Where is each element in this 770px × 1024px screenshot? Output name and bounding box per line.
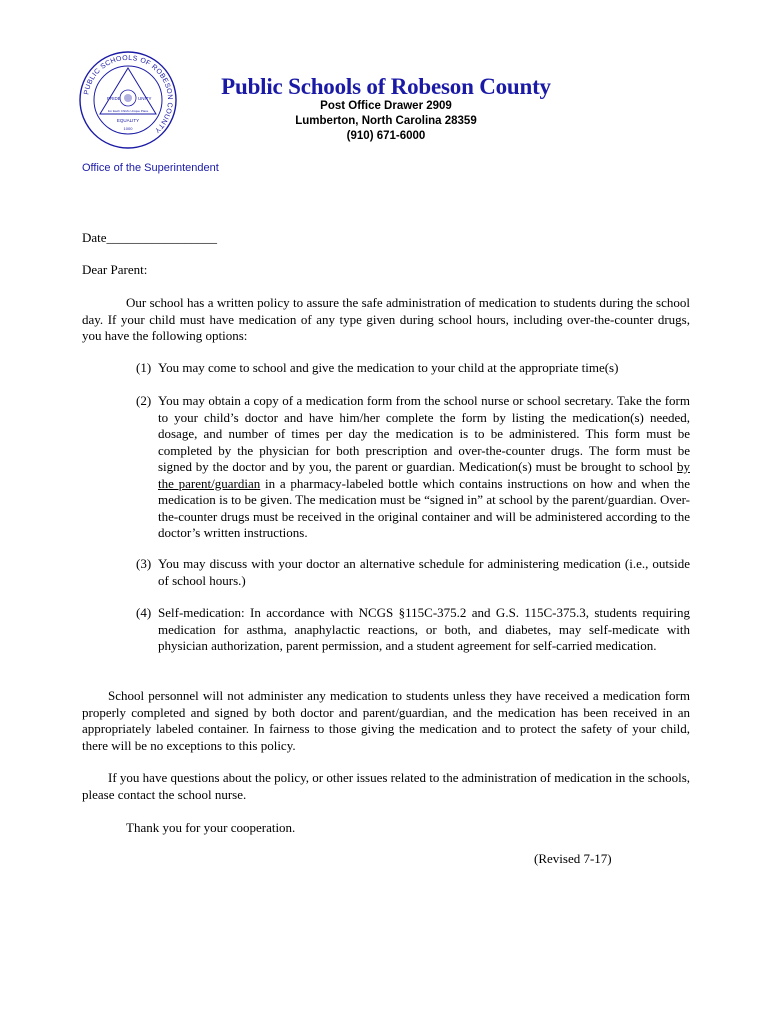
- option-text-part: You may obtain a copy of a medication form from the school nurse or school secretary. Take the form to your child’s doctor and have him/her complete the form by listing the medication(s) needed, dosage, and number of times per day the medication is to be administered. This form must be completed by the physician for both prescription and over-the-counter drugs. The form must be signed by the doctor and by you, the parent or guardian. Medication(s) must be brought to school: [158, 393, 690, 474]
- intro-paragraph: Our school has a written policy to assure the safe administration of medication to students during the school day. If your child must have medication of any type given during school hours, including over-the-counter drugs, you have the following options:: [82, 295, 690, 343]
- option-3: [136, 556, 690, 589]
- seal-outer-text: PUBLIC SCHOOLS OF ROBESON COUNTY: [83, 54, 174, 134]
- option-1: [136, 360, 690, 377]
- option-number: (1): [136, 360, 152, 375]
- phone-number: (910) 671-6000: [346, 130, 426, 142]
- option-2: [136, 393, 690, 542]
- option-number: (4): [136, 605, 152, 620]
- seal-year: 1000: [123, 126, 133, 131]
- option-text-part: in a pharmacy-labeled bottle which contains instructions on how and when the medication is to be given. The medication must be “signed in” at school by the parent/guardian. Over-the-counter drugs must be received in the original container and will be administered according to the doctor’s written instructions.: [158, 475, 690, 540]
- office-label: Office of the Superintendent: [82, 162, 219, 174]
- option-text: You may discuss with your doctor an alternative schedule for administering medication (i.e., outside of school hours.): [158, 556, 690, 588]
- option-text: Self-medication: In accordance with NCGS §115C-375.2 and G.S. 115C-375.3, students requiring medication for asthma, anaphylactic reactions, or both, and diabetes, may self-medicate with physician authorization, parent permission, and a student agreement for self-carried medication.: [158, 605, 690, 653]
- seal-pride: PRIDE: [107, 96, 121, 101]
- salutation: Dear Parent:: [82, 262, 148, 277]
- address-line-2: Lumberton, North Carolina 28359: [295, 115, 477, 127]
- school-seal-logo: [78, 50, 178, 150]
- seal-motto: For Each Child's Unique Place: [107, 109, 149, 113]
- seal-unity: UNITY: [138, 96, 152, 101]
- revised-note: (Revised 7-17): [534, 851, 612, 866]
- address-line-1: Post Office Drawer 2909: [320, 100, 452, 112]
- policy-paragraph: School personnel will not administer any medication to students unless they have received a medication form properly completed and signed by both doctor and parent/guardian, and the medication has been received in an appropriately labeled container. In fairness to those giving the medication and to protect the safety of your child, there will be no exceptions to this policy.: [82, 688, 690, 753]
- option-number: (2): [136, 393, 152, 408]
- seal-equality: EQUALITY: [116, 118, 140, 123]
- closing-line: Thank you for your cooperation.: [126, 820, 296, 835]
- date-line: Date_________________: [82, 230, 218, 245]
- option-number: (3): [136, 556, 152, 571]
- option-text: [158, 393, 690, 542]
- option-4: [136, 605, 690, 655]
- underlined-phrase: by the parent/guardian: [158, 459, 690, 491]
- school-name-title: Public Schools of Robeson County: [221, 74, 551, 99]
- option-text: You may come to school and give the medication to your child at the appropriate time(s): [158, 360, 619, 375]
- questions-paragraph: If you have questions about the policy, or other issues related to the administration of medication in the schools, please contact the school nurse.: [82, 770, 690, 802]
